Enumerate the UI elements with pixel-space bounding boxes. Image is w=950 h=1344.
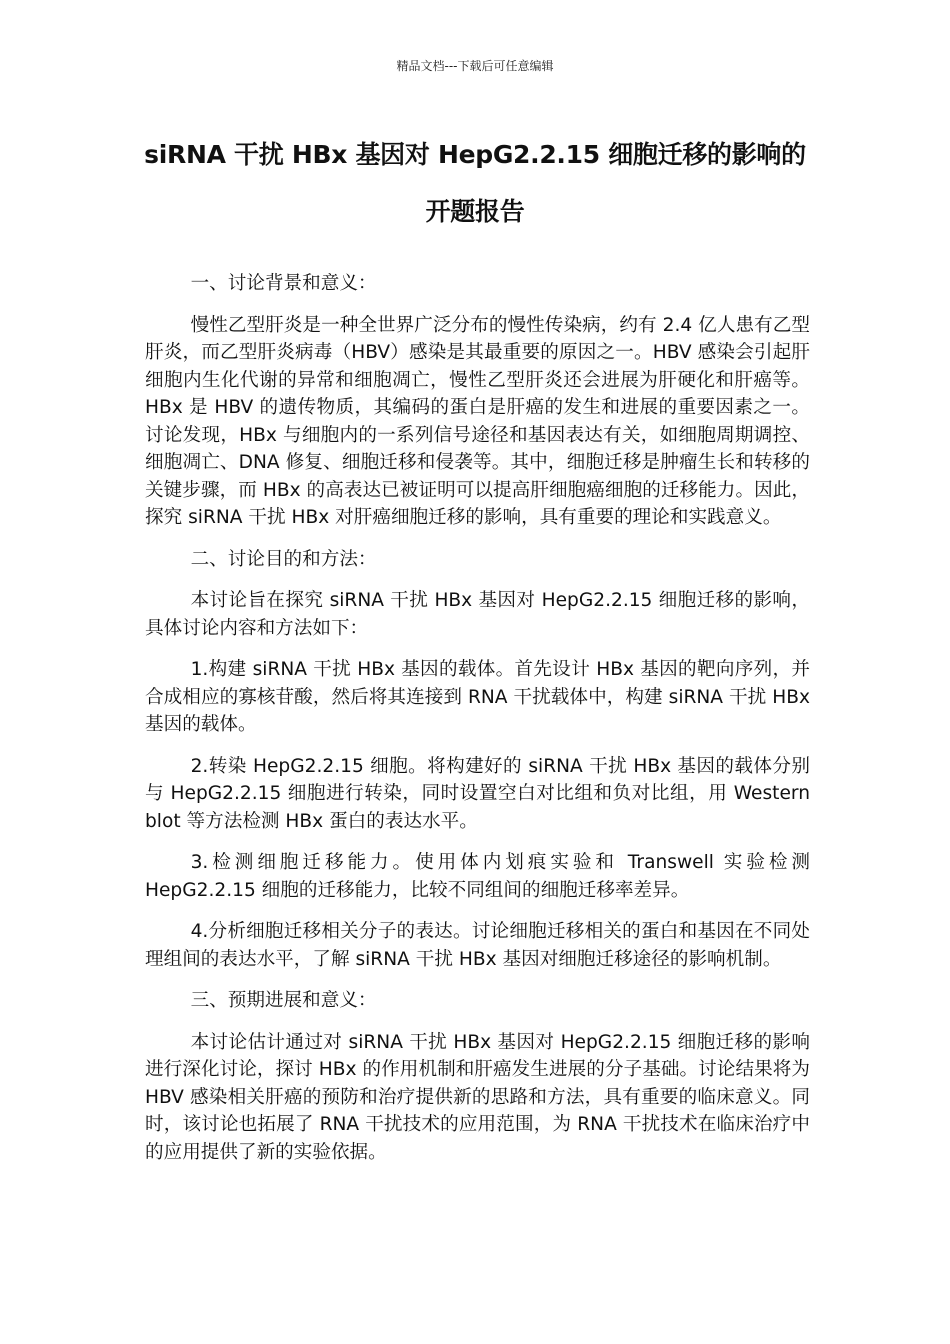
document-title: siRNA 干扰 HBx 基因对 HepG2.2.15 细胞迁移的影响的开题报告 — [144, 140, 806, 226]
paragraph-method-2: 2.转染 HepG2.2.15 细胞。将构建好的 siRNA 干扰 HBx 基因的载体分别与 HepG2.2.15 细胞进行转染，同时设置空白对比组和负对比组，用 Western blot 等方法检测 HBx 蛋白的表达水平。 — [145, 755, 810, 832]
paragraph-expectations: 本讨论估计通过对 siRNA 干扰 HBx 基因对 HepG2.2.15 细胞迁移的影响进行深化讨论，探讨 HBx 的作用机制和肝癌发生进展的分子基础。讨论结果将为 HBV 感染相关肝癌的预防和治疗提供新的思路和方法，具有重要的临床意义。同时，该讨论也拓展了 RNA 干扰技术的应用范围，为 RNA 干扰技术在临床治疗中的应用提供了新的实验依据。 — [145, 1031, 810, 1163]
paragraph-background: 慢性乙型肝炎是一种全世界广泛分布的慢性传染病，约有 2.4 亿人患有乙型肝炎，而乙型肝炎病毒（HBV）感染是其最重要的原因之一。HBV 感染会引起肝细胞内生化代谢的异常和细胞凋亡，慢性乙型肝炎还会进展为肝硬化和肝癌等。HBx 是 HBV 的遗传物质，其编码的蛋白是肝癌的发生和进展的重要因素之一。讨论发现，HBx 与细胞内的一系列信号途径和基因表达有关，如细胞周期调控、细胞凋亡、DNA 修复、细胞迁移和侵袭等。其中，细胞迁移是肿瘤生长和转移的关键步骤，而 HBx 的高表达已被证明可以提高肝细胞癌细胞的迁移能力。因此，探究 siRNA 干扰 HBx 对肝癌细胞迁移的影响，具有重要的理论和实践意义。 — [145, 314, 810, 528]
document-body — [145, 270, 810, 1180]
paragraph-objectives-intro: 本讨论旨在探究 siRNA 干扰 HBx 基因对 HepG2.2.15 细胞迁移的影响，具体讨论内容和方法如下： — [145, 590, 810, 639]
paragraph-method-3: 3.检测细胞迁移能力。使用体内划痕实验和 Transwell 实验检测 HepG2.2.15 细胞的迁移能力，比较不同组间的细胞迁移率差异。 — [145, 852, 810, 901]
section-heading-background: 一、讨论背景和意义： — [190, 273, 377, 294]
paragraph-method-1: 1.构建 siRNA 干扰 HBx 基因的载体。首先设计 HBx 基因的靶向序列，并合成相应的寡核苷酸，然后将其连接到 RNA 干扰载体中，构建 siRNA 干扰 HBx 基因的载体。 — [145, 659, 810, 735]
section-heading-expectations: 三、预期进展和意义： — [190, 990, 377, 1011]
page-header-note: 精品文档---下载后可任意编辑 — [396, 59, 554, 73]
section-heading-objectives: 二、讨论目的和方法： — [190, 548, 377, 570]
paragraph-method-4: 4.分析细胞迁移相关分子的表达。讨论细胞迁移相关的蛋白和基因在不同处理组间的表达水平，了解 siRNA 干扰 HBx 基因对细胞迁移途径的影响机制。 — [145, 921, 810, 970]
